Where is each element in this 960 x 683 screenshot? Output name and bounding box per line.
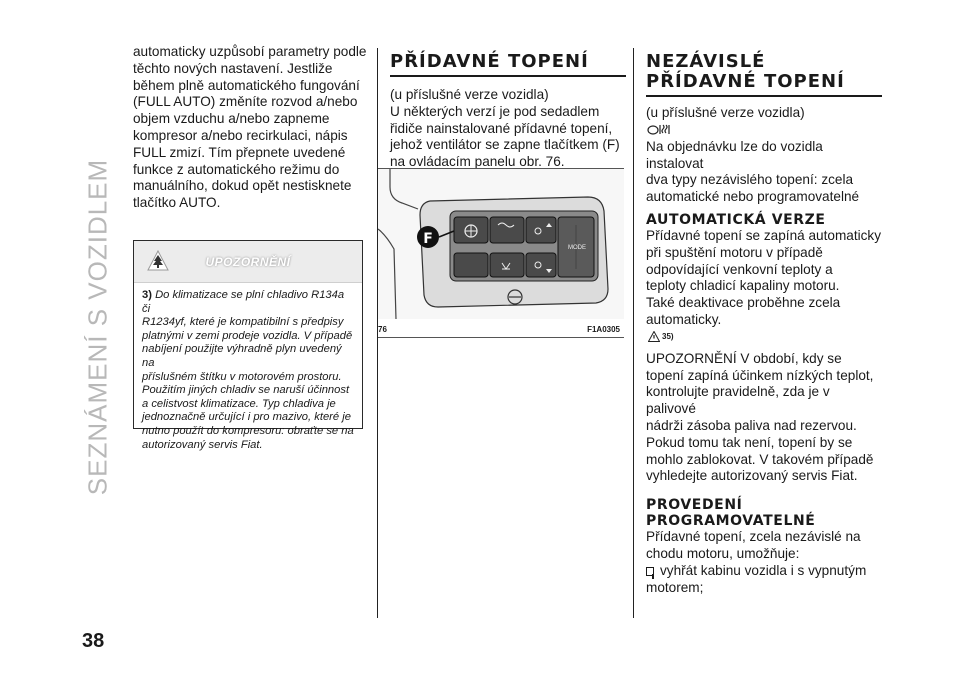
text-line: automatické nebo programovatelné xyxy=(646,189,860,205)
section-title: NEZÁVISLÉ xyxy=(646,51,766,72)
text-line: jehož ventilátor se zapne tlačítkem (F) xyxy=(390,137,620,153)
text-line: Na objednávku lze do vozidla instalovat xyxy=(646,138,823,171)
text-line: nádrži zásoba paliva nad rezervou. xyxy=(646,417,857,433)
warning-line: nutno použít do kompresoru: obraťte se na xyxy=(142,424,354,437)
warning-line: autorizovaný servis Fiat. xyxy=(142,438,263,451)
bullet-icon xyxy=(646,567,654,576)
version-note: (u příslušné verze vozidla) xyxy=(646,105,805,120)
text-line: objem vzduchu a/nebo zapneme xyxy=(133,111,330,127)
reference-number: 35) xyxy=(662,331,674,341)
text-line: řidiče nainstalované přídavné topení, xyxy=(390,120,613,136)
text-line: automaticky. xyxy=(646,311,722,327)
warning-box xyxy=(133,240,363,451)
text-line: Přídavné topení se zapíná automaticky xyxy=(646,227,882,243)
text-line: (FULL AUTO) změníte rozvod a/nebo xyxy=(133,94,358,110)
text-line: dva typy nezávislého topení: zcela xyxy=(646,172,854,188)
warning-body xyxy=(134,283,362,452)
warning-header xyxy=(134,241,362,283)
text-line: teploty chladicí kapaliny motoru. xyxy=(646,278,840,294)
subsection-title: AUTOMATICKÁ VERZE xyxy=(646,211,826,228)
column-1-text xyxy=(133,44,369,212)
text-line: těchto nových nastavení. Jestliže xyxy=(133,60,333,76)
list-item xyxy=(646,563,882,580)
warning-line: jednoznačně určující i pro mazivo, které je xyxy=(142,411,351,424)
text-line: chodu motoru, umožňuje: xyxy=(646,545,800,561)
heater-icon xyxy=(646,122,672,136)
text-line: mohlo zablokovat. V takovém případě xyxy=(646,451,874,467)
version-note: (u příslušné verze vozidla) xyxy=(390,87,549,102)
warning-triangle-icon xyxy=(648,331,660,342)
column-3-text xyxy=(646,52,882,596)
text-line: odpovídající venkovní teploty a xyxy=(646,261,833,277)
section-title: PŘÍDAVNÉ TOPENÍ xyxy=(646,71,845,92)
text-line: motorem; xyxy=(646,579,704,595)
warning-number: 3) xyxy=(142,289,152,301)
text-line: tlačítko AUTO. xyxy=(133,195,221,211)
column-divider xyxy=(633,48,634,618)
text-line: na ovládacím panelu obr. 76. xyxy=(390,154,565,170)
subsection-title: PROVEDENÍ xyxy=(646,497,743,514)
side-section-title: SEZNÁMENÍ S VOZIDLEM xyxy=(82,158,113,496)
text-line: automaticky uzpůsobí parametry podle xyxy=(133,44,367,59)
subsection-title: PROGRAMOVATELNÉ xyxy=(646,513,816,530)
text-line: funkce z automatického režimu do xyxy=(133,161,340,177)
section-title: PŘÍDAVNÉ TOPENÍ xyxy=(390,51,589,72)
warning-line: a celistvost klimatizace. Typ chladiva je xyxy=(142,397,336,410)
text-line: kompresor a/nebo recirkulaci, nápis xyxy=(133,127,348,143)
warning-line: příslušném štítku v motorovém prostoru. xyxy=(142,370,342,383)
column-2-text xyxy=(390,52,626,171)
text-line: při spuštění motoru v případě xyxy=(646,244,823,260)
figure-callout-f: F xyxy=(423,231,433,247)
text-line: kontrolujte pravidelně, zda je v palivové xyxy=(646,384,830,417)
figure-control-panel xyxy=(378,168,624,338)
text-line: Přídavné topení, zcela nezávislé na xyxy=(646,529,861,545)
warning-line: Použitím jiných chladiv se naruší účinnost xyxy=(142,384,350,397)
text-line: během plně automatického fungování xyxy=(133,77,360,93)
figure-number: 76 xyxy=(378,325,387,334)
warning-line: Do klimatizace se plní chladivo R134a či xyxy=(142,289,345,315)
mode-button-label: MODE xyxy=(568,245,586,251)
warning-line: nabíjení použijte výhradně plyn uvedený na xyxy=(142,343,342,369)
warning-line: R1234yf, které je kompatibilní s předpisy xyxy=(142,316,344,329)
text-line: FULL zmizí. Tím přepnete uvedené xyxy=(133,144,346,160)
text-line: vyhledejte autorizovaný servis Fiat. xyxy=(646,468,858,484)
control-panel-drawing xyxy=(378,169,624,319)
text-line: UPOZORNĚNÍ V období, kdy se xyxy=(646,350,842,366)
warning-title: UPOZORNĚNÍ xyxy=(205,255,291,269)
text-line: topení zapíná účinkem nízkých teplot, xyxy=(646,367,874,383)
warning-line: platnými v zemi prodeje vozidla. V případě xyxy=(142,329,353,342)
text-line: Pokud tomu tak není, topení by se xyxy=(646,434,853,450)
text-line: manuálního, dokud opět nestisknete xyxy=(133,178,352,194)
page-number: 38 xyxy=(82,630,105,652)
text-line: Také deaktivace proběhne zcela xyxy=(646,295,841,311)
text-line: U některých verzí je pod sedadlem xyxy=(390,103,600,119)
figure-code: F1A0305 xyxy=(587,325,620,334)
text-line: vyhřát kabinu vozidla i s vypnutým xyxy=(660,562,867,578)
